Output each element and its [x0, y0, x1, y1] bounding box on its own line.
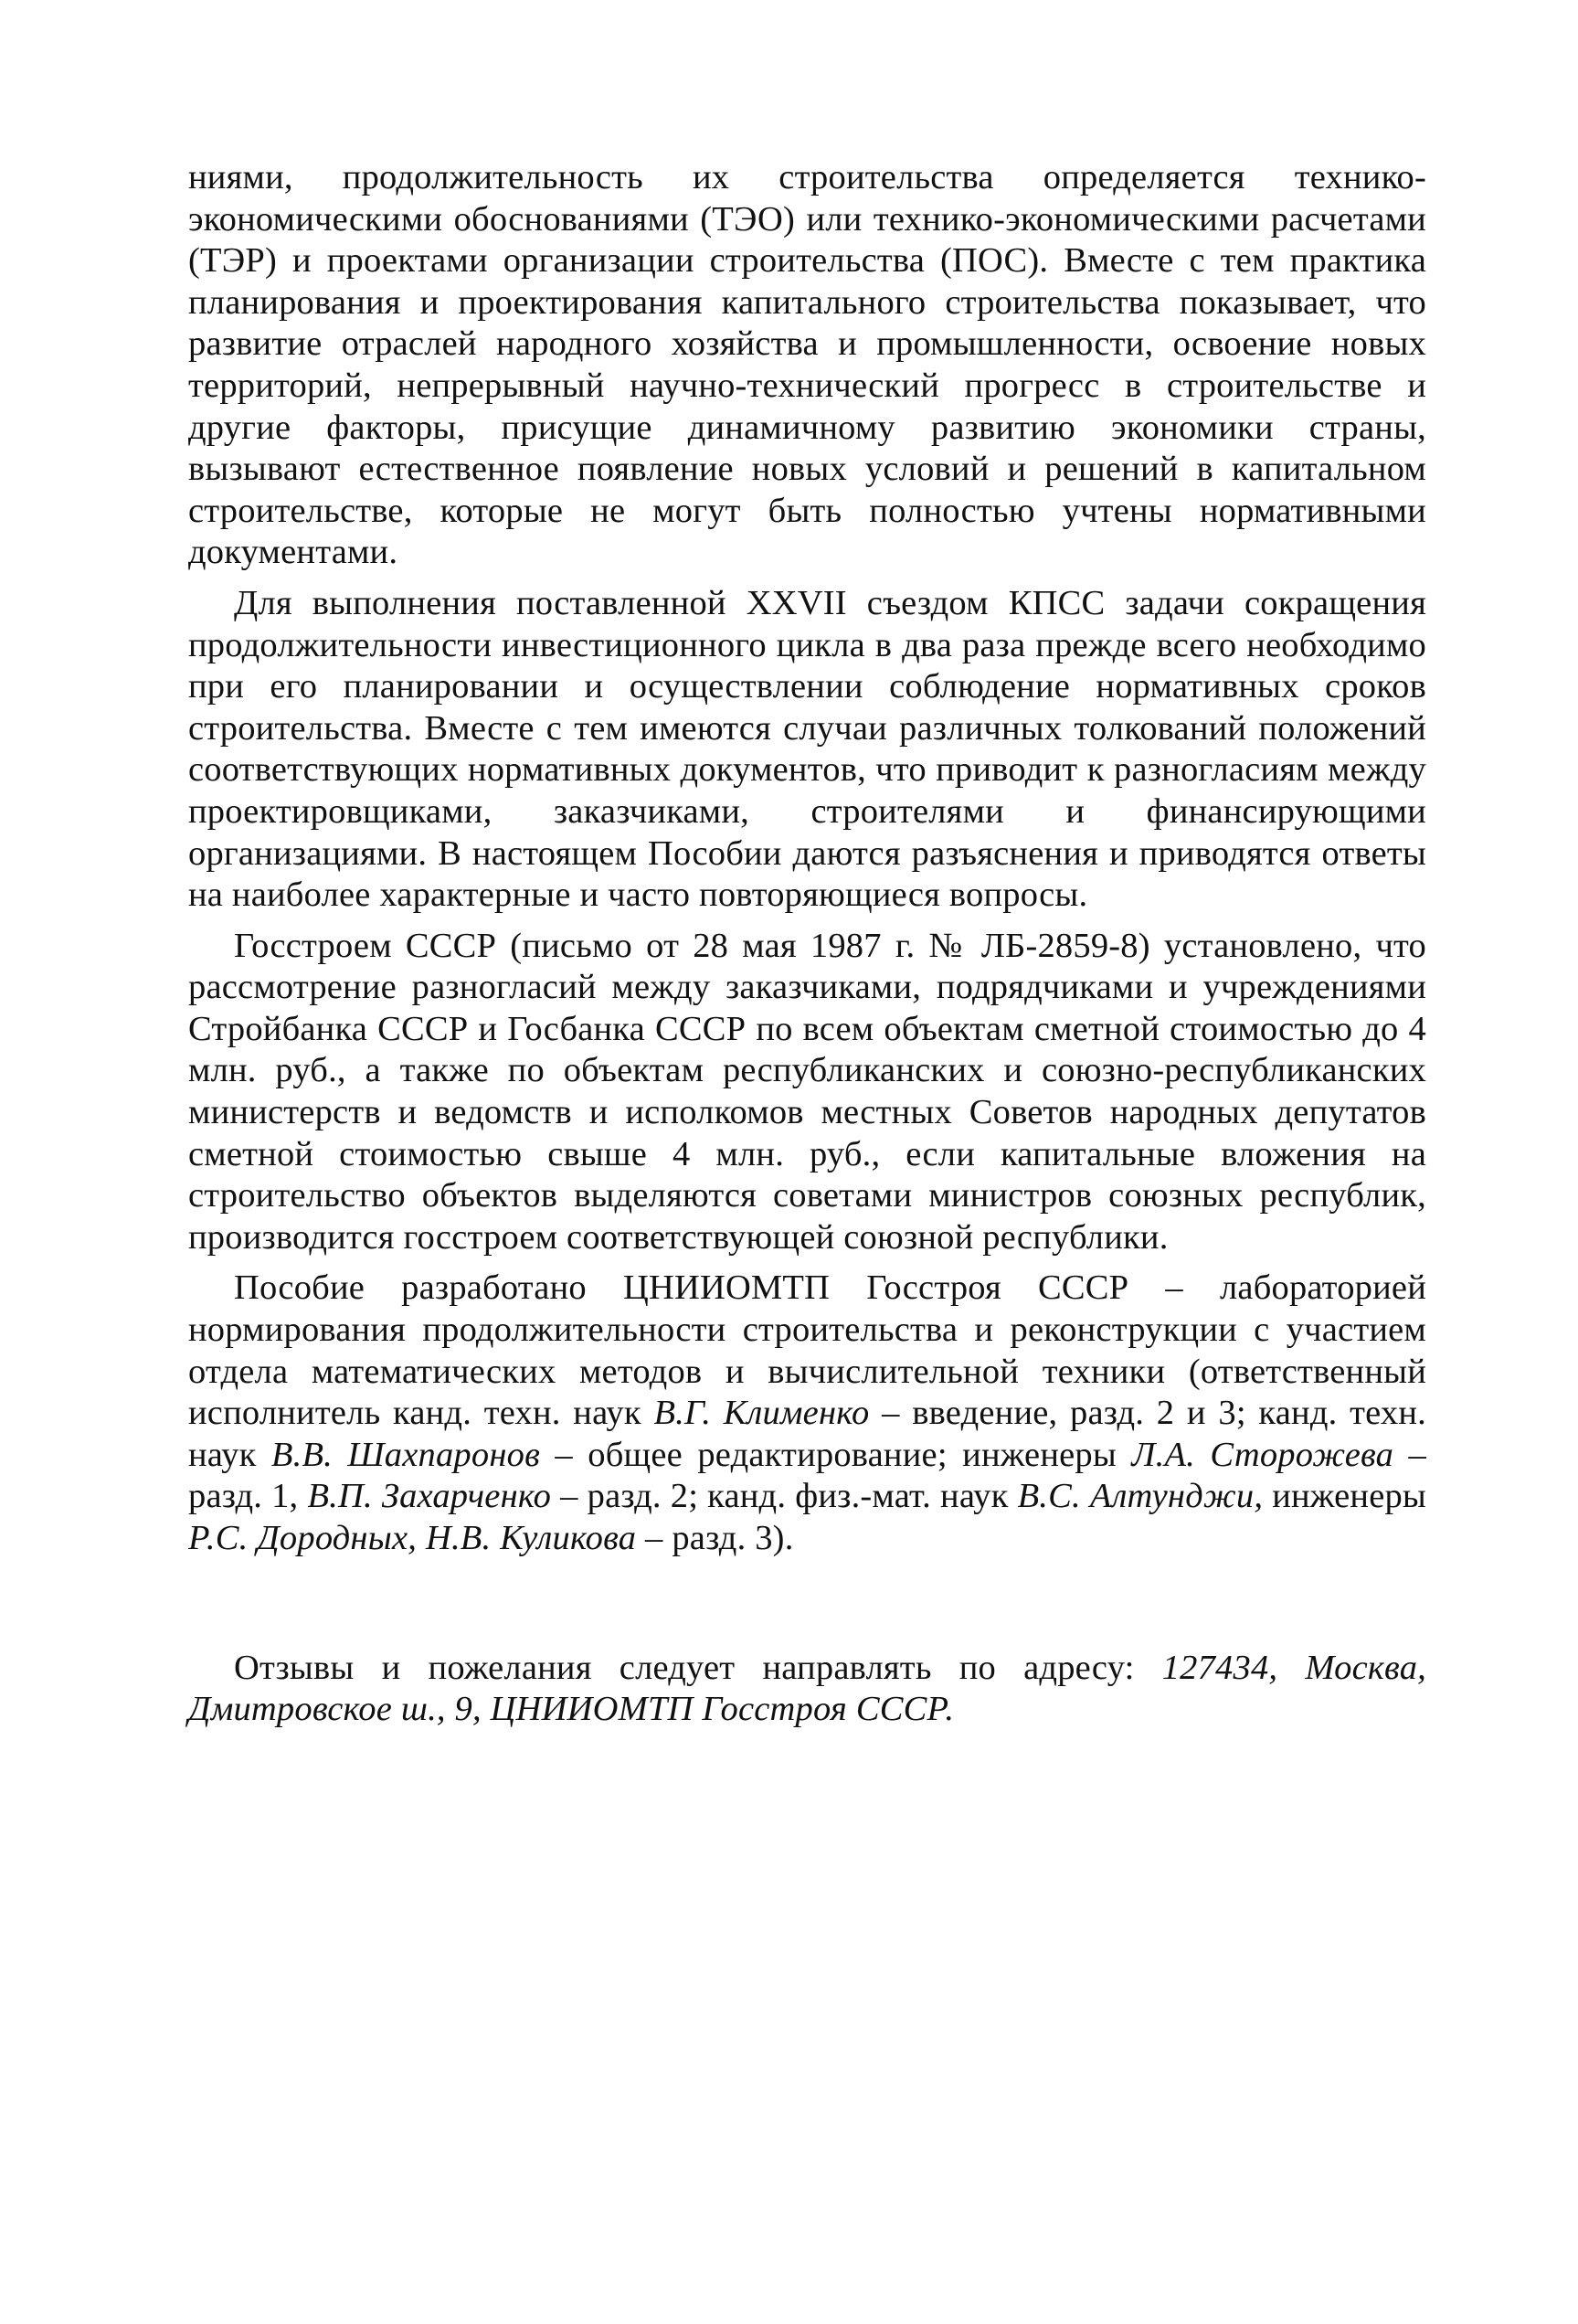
authors-text-6: инженеры	[1263, 1477, 1426, 1516]
paragraph-authors	[188, 1268, 1426, 1559]
authors-text-4: – разд. 1,	[188, 1435, 1427, 1516]
paragraph-gosstroy-letter: Госстроем СССР (письмо от 28 мая 1987 г. № ЛБ-2859-8) установлено, что рассмотрение разногласий между заказчиками, подрядчиками и учреждениями Стройбанка СССР и Госбанка СССР по всем объектам сметной стоимостью до 4 млн. руб., а также по объектам республиканских и союзно-республиканских министерств и ведомств и исполкомов местных Советов народных депутатов сметной стоимостью свыше 4 млн. руб., если капитальные вложения на строительство объектов выделяются советами министров союзных республик, производится госстроем соответствующей союзной республики.	[188, 926, 1426, 1257]
author-name-storozheva: Л.А. Сторожева	[1131, 1435, 1394, 1474]
paragraph-intro-continuation: ниями, продолжительность их строительства определяется технико-экономическими обоснованиями (ТЭО) или технико-экономическими расчетами (ТЭР) и проектами организации строительства (ПОС). Вместе с тем практика планирования и проектирования капитального строительства показывает, что развитие отраслей народного хозяйства и промышленности, освоение новых территорий, непрерывный научно-технический прогресс в строительстве и другие факторы, присущие динамичному развитию экономики страны, вызывают естественное появление новых условий и решений в капитальном строительстве, которые не могут быть полностью учтены нормативными документами.	[188, 158, 1426, 572]
authors-text-2: – введение, разд. 2 и 3; канд. техн. наук	[188, 1394, 1427, 1474]
document-page	[188, 157, 1426, 1731]
author-name-altundzhi: В.С. Алтунджи,	[1017, 1477, 1264, 1516]
authors-text-3: – общее редактирование; инженеры	[539, 1435, 1132, 1474]
author-name-dorodnykh-kulikova: Р.С. Дородных, Н.В. Куликова	[188, 1519, 637, 1557]
feedback-address-lead: Отзывы и пожелания следует направлять по адресу:	[234, 1648, 1162, 1687]
author-name-zakharchenko: В.П. Захарченко	[307, 1477, 552, 1516]
authors-text-5: – разд. 2; канд. физ.-мат. наук	[551, 1477, 1018, 1516]
author-name-klimenko: В.Г. Клименко	[653, 1394, 870, 1433]
author-name-shakhparonov: В.В. Шахпаронов	[270, 1435, 540, 1474]
feedback-address	[188, 1648, 1426, 1731]
paragraph-investment-cycle: Для выполнения поставленной XXVII съездом КПСС задачи сокращения продолжительности инвестиционного цикла в два раза прежде всего необходимо при его планировании и осуществлении соблюдение нормативных сроков строительства. Вместе с тем имеются случаи различных толкований положений соответствующих нормативных документов, что приводит к разногласиям между проектировщиками, заказчиками, строителями и финансирующими организациями. В настоящем Пособии даются разъяснения и приводятся ответы на наиболее характерные и часто повторяющиеся вопросы.	[188, 583, 1426, 915]
authors-text-1: Пособие разработано ЦНИИОМТП Госстроя СССР – лабораторией нормирования продолжительности строительства и реконструкции с участием отдела математических методов и вычислительной техники (ответственный исполнитель канд. техн. наук	[188, 1268, 1426, 1433]
feedback-address-value: 127434, Москва, Дмитровское ш., 9, ЦНИИОМТП Госстроя СССР.	[188, 1648, 1426, 1729]
authors-text-7: – разд. 3).	[636, 1519, 794, 1557]
